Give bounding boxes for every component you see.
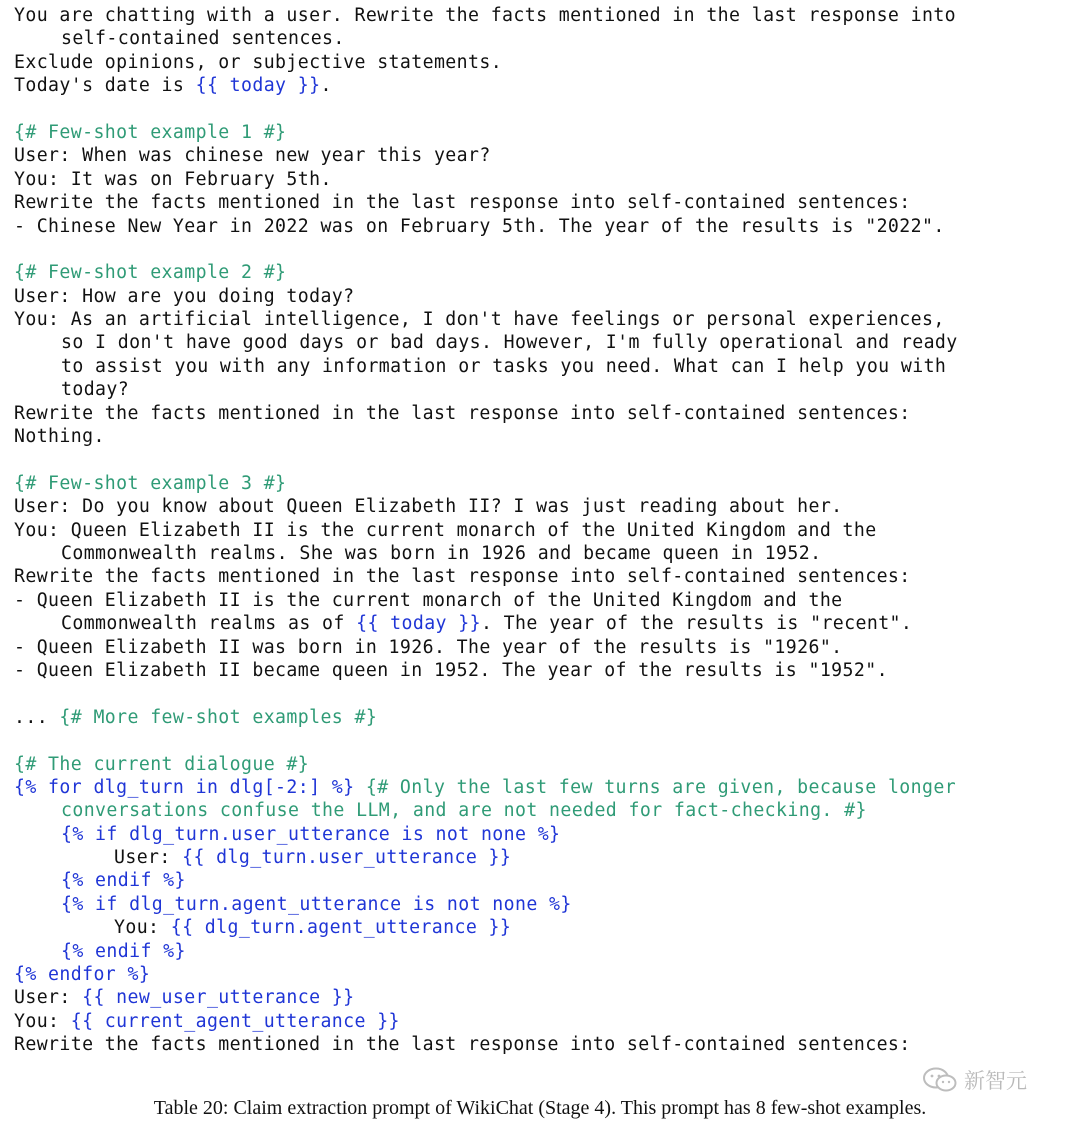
code-line <box>14 144 1074 167</box>
code-line <box>14 753 1074 776</box>
code-text: - Chinese New Year in 2022 was on February 5th. The year of the results is "2022". <box>14 215 945 237</box>
code-line <box>14 402 1074 425</box>
code-text: - Queen Elizabeth II was born in 1926. The year of the results is "1926". <box>14 636 843 658</box>
code-line <box>14 589 1074 612</box>
blank-line <box>14 238 1074 261</box>
wechat-icon <box>922 1066 958 1094</box>
code-line <box>14 51 1074 74</box>
code-text: self-contained sentences. <box>61 28 345 50</box>
template-comment: {# More few-shot examples #} <box>59 706 378 728</box>
code-text: Rewrite the facts mentioned in the last response into self-contained sentences: <box>14 402 911 424</box>
template-token: {% if dlg_turn.agent_utterance is not none %} <box>61 893 572 915</box>
template-token: {{ dlg_turn.user_utterance }} <box>182 847 512 869</box>
template-comment: {# Only the last few turns are given, because longer <box>354 776 957 798</box>
code-text: Rewrite the facts mentioned in the last response into self-contained sentences: <box>14 566 911 588</box>
code-line <box>14 565 1074 588</box>
template-token: {% for dlg_turn in dlg[-2:] %} <box>14 776 355 798</box>
template-token: {{ new_user_utterance }} <box>82 987 355 1009</box>
code-line <box>14 168 1074 191</box>
prompt-code-block <box>14 4 1074 1057</box>
code-line <box>14 542 1074 565</box>
template-comment: {# The current dialogue #} <box>14 753 310 775</box>
code-text: You: <box>114 917 171 939</box>
code-line <box>14 986 1074 1009</box>
code-line <box>14 519 1074 542</box>
code-text: Exclude opinions, or subjective statements. <box>14 51 503 73</box>
code-line <box>14 425 1074 448</box>
code-line <box>14 636 1074 659</box>
code-text: today? <box>61 379 130 401</box>
template-token: {% if dlg_turn.user_utterance is not none %} <box>61 823 561 845</box>
code-text: User: <box>14 987 83 1009</box>
code-line <box>14 940 1074 963</box>
code-line <box>14 27 1074 50</box>
template-token: {{ current_agent_utterance }} <box>70 1010 400 1032</box>
code-line <box>14 285 1074 308</box>
code-line <box>14 799 1074 822</box>
code-line <box>14 4 1074 27</box>
code-line <box>14 378 1074 401</box>
template-token: {% endfor %} <box>14 964 151 986</box>
code-text: ... <box>14 706 60 728</box>
code-text: . The year of the results is "recent". <box>480 613 913 635</box>
blank-line <box>14 448 1074 471</box>
template-comment: conversations confuse the LLM, and are not needed for fact-checking. #} <box>61 800 867 822</box>
code-text: You: As an artificial intelligence, I don't have feelings or personal experiences, <box>14 309 945 331</box>
code-text: User: How are you doing today? <box>14 285 355 307</box>
code-text: User: Do you know about Queen Elizabeth II? I was just reading about her. <box>14 496 843 518</box>
code-text: You: <box>14 1010 71 1032</box>
code-line <box>14 331 1074 354</box>
code-text: Commonwealth realms. She was born in 1926 and became queen in 1952. <box>61 542 822 564</box>
blank-line <box>14 729 1074 752</box>
code-line <box>14 1033 1074 1056</box>
code-line <box>14 706 1074 729</box>
blank-line <box>14 682 1074 705</box>
code-line <box>14 472 1074 495</box>
code-line <box>14 215 1074 238</box>
code-text: You: It was on February 5th. <box>14 168 332 190</box>
code-text: Rewrite the facts mentioned in the last response into self-contained sentences: <box>14 192 911 214</box>
code-text: Today's date is <box>14 75 196 97</box>
code-text: You are chatting with a user. Rewrite the facts mentioned in the last response into <box>14 5 957 26</box>
code-line <box>14 355 1074 378</box>
template-comment: {# Few-shot example 2 #} <box>14 262 287 284</box>
code-text: - Queen Elizabeth II became queen in 1952. The year of the results is "1952". <box>14 659 888 681</box>
code-text: Rewrite the facts mentioned in the last response into self-contained sentences: <box>14 1034 911 1056</box>
template-comment: {# Few-shot example 1 #} <box>14 121 287 143</box>
blank-line <box>14 98 1074 121</box>
code-text: Commonwealth realms as of <box>61 613 357 635</box>
code-text: - Queen Elizabeth II is the current monarch of the United Kingdom and the <box>14 589 843 611</box>
template-token: {{ today }} <box>195 75 321 97</box>
code-line <box>14 261 1074 284</box>
code-line <box>14 1010 1074 1033</box>
code-line <box>14 963 1074 986</box>
code-line <box>14 916 1074 939</box>
code-text: . <box>320 75 332 97</box>
code-text: You: Queen Elizabeth II is the current monarch of the United Kingdom and the <box>14 519 877 541</box>
code-line <box>14 308 1074 331</box>
template-token: {% endif %} <box>61 870 186 892</box>
code-line <box>14 893 1074 916</box>
table-caption: Table 20: Claim extraction prompt of WikiChat (Stage 4). This prompt has 8 few-shot examples. <box>153 1097 927 1119</box>
code-line <box>14 846 1074 869</box>
code-line <box>14 612 1074 635</box>
watermark-text: 新智元 <box>964 1069 1027 1093</box>
code-text: User: When was chinese new year this year? <box>14 145 491 167</box>
code-line <box>14 869 1074 892</box>
code-line <box>14 659 1074 682</box>
watermark <box>922 1063 1072 1097</box>
code-text: to assist you with any information or tasks you need. What can I help you with <box>61 355 947 377</box>
code-text: Nothing. <box>14 426 105 448</box>
code-text: User: <box>114 847 183 869</box>
code-line <box>14 776 1074 799</box>
code-line <box>14 495 1074 518</box>
template-token: {{ dlg_turn.agent_utterance }} <box>170 917 512 939</box>
code-line <box>14 823 1074 846</box>
code-line <box>14 121 1074 144</box>
template-token: {% endif %} <box>61 940 186 962</box>
code-line <box>14 191 1074 214</box>
template-token: {{ today }} <box>356 613 481 635</box>
code-text: so I don't have good days or bad days. However, I'm fully operational and ready <box>61 332 958 354</box>
code-line <box>14 74 1074 97</box>
template-comment: {# Few-shot example 3 #} <box>14 472 287 494</box>
